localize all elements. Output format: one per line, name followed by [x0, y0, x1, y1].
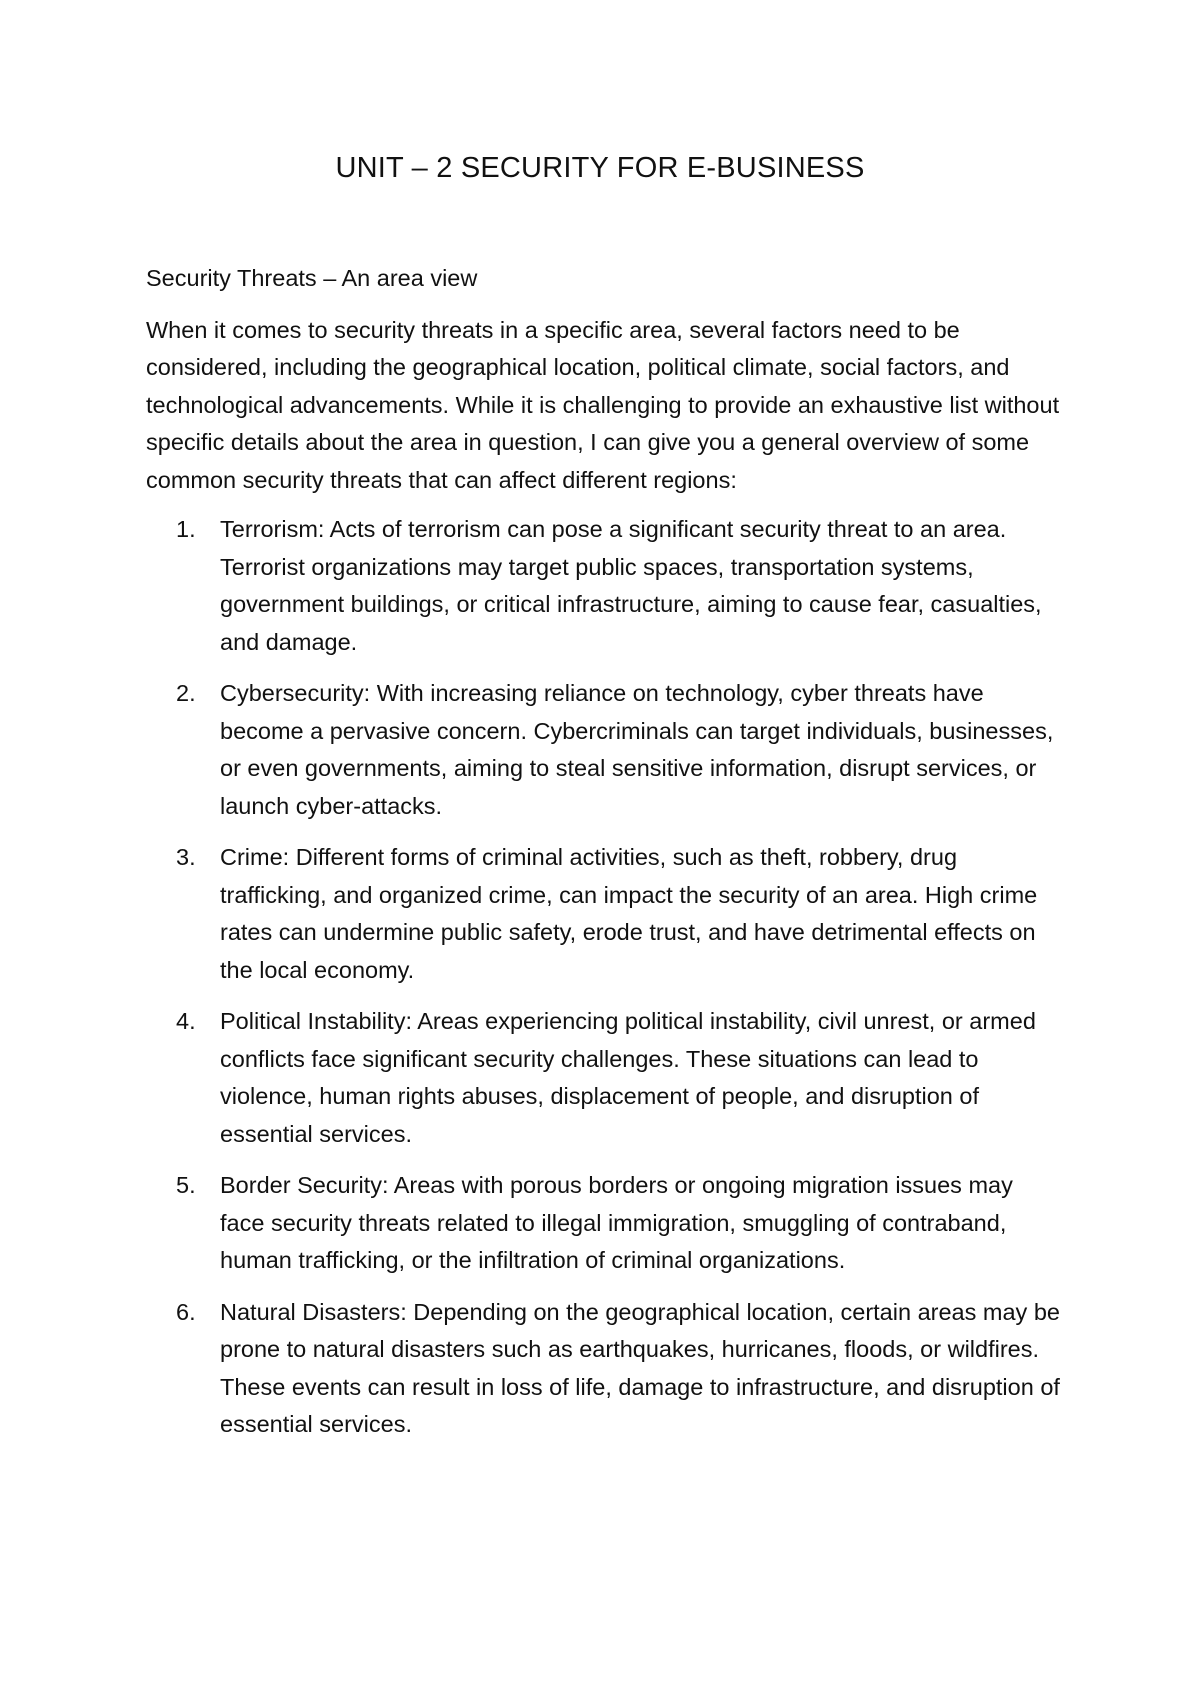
- list-item: [146, 1294, 1066, 1444]
- list-item-number: 2.: [176, 680, 196, 706]
- list-item-text: Political Instability: Areas experiencing political instability, civil unrest, or armed conflicts face significant security challenges. These situations can lead to violence, human rights abuses, displacement of people, and disruption of essential services.: [220, 1008, 1036, 1147]
- list-item-text: Cybersecurity: With increasing reliance on technology, cyber threats have become a pervasive concern. Cybercriminals can target individuals, businesses, or even governments, aiming to steal sensitive information, disrupt services, or launch cyber-attacks.: [220, 680, 1054, 819]
- section-subheading: Security Threats – An area view: [146, 265, 478, 291]
- list-item-number: 6.: [176, 1298, 196, 1325]
- list-item: [146, 1003, 1066, 1153]
- page-title: UNIT – 2 SECURITY FOR E-BUSINESS: [335, 152, 865, 184]
- list-item-text: Crime: Different forms of criminal activities, such as theft, robbery, drug trafficking, and organized crime, can impact the security of an area. High crime rates can undermine public safety, erode trust, and have detrimental effects on the local economy.: [220, 844, 1038, 983]
- list-item: [146, 839, 1066, 989]
- list-item: [146, 511, 1066, 661]
- list-item: [146, 675, 1066, 825]
- list-item-number: 1.: [176, 516, 196, 542]
- document-body: [146, 260, 1066, 1458]
- list-item-text: Natural Disasters: Depending on the geographical location, certain areas may be prone to natural disasters such as earthquakes, hurricanes, floods, or wildfires. These events can result in loss of life, damage to infrastructure, and disruption of essential services.: [220, 1298, 1060, 1437]
- list-item-number: 5.: [176, 1172, 196, 1198]
- list-item-number: 3.: [176, 844, 196, 870]
- threat-list: [146, 511, 1066, 1444]
- intro-paragraph: When it comes to security threats in a specific area, several factors need to be considered, including the geographical location, political climate, social factors, and technological advancements. While it is challenging to provide an exhaustive list without specific details about the area in question, I can give you a general overview of some common security threats that can affect different regions:: [146, 316, 1060, 493]
- list-item-text: Border Security: Areas with porous borders or ongoing migration issues may face security threats related to illegal immigration, smuggling of contraband, human trafficking, or the infiltration of criminal organizations.: [220, 1172, 1013, 1273]
- list-item-text: Terrorism: Acts of terrorism can pose a significant security threat to an area. Terrorist organizations may target public spaces, transportation systems, government buildings, or critical infrastructure, aiming to cause fear, casualties, and damage.: [220, 516, 1042, 655]
- list-item: [146, 1167, 1066, 1280]
- list-item-number: 4.: [176, 1008, 196, 1034]
